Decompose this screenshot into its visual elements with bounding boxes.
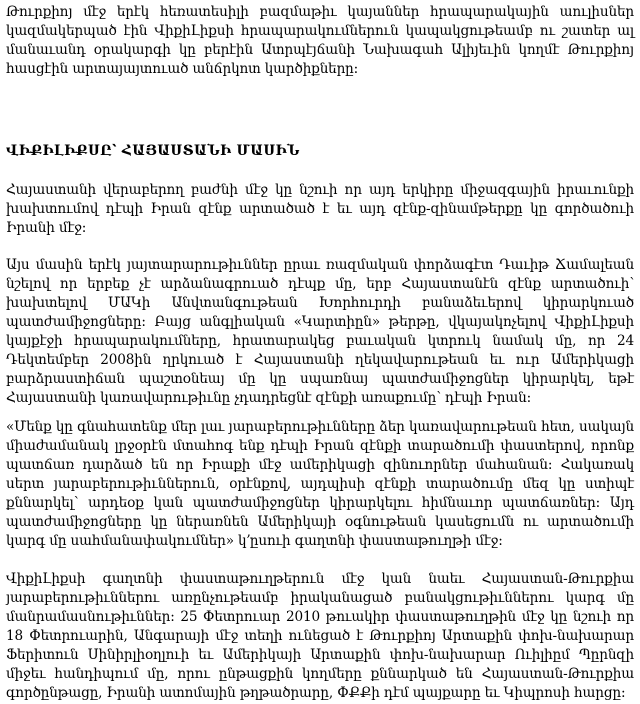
article-paragraph-quote: «Մենք կը գնահատենք մեր լաւ յարաբերութիւնները ձեր կառավարութեան հետ, սակայն միաժամանակ լրջօրէն մտահոգ ենք դէպի Իրան զէնքի տարածումի փաստերով, որոնք պատճառ դարձած են որ Իրաքի մէջ ամերիկացի զինուորներ մահանան: Հակառակ սերտ յարաբերութիւններուն, օրէնքով, այդպիսի զէնքի տարածումը մեզ կը ստիպէ քննարկել՝ արդեօք կան պատժամիջոցներ կիրարկելու հիմնաւոր պատճառներ: Այդ պատժամիջոցները կը ներառնեն Ամերիկայի օգնութեան կասեցումն ու արտածումի կարգ մը սահմանափակումներ» կ՚ըսուի գաղտնի փաստաթուղթի մէջ:: [6, 419, 634, 549]
article-paragraph: Հայաստանի վերաբերող բաժնի մէջ կը նշուի որ այդ երկիրը միջազգային իրաւունքի խախտումով դէպի Իրան զէնք արտածած է եւ այդ զէնք-զինամթերքը կը գործածուի Իրանի մէջ:: [6, 182, 634, 236]
article-paragraph-intro: Թուրքիոյ մէջ երէկ հեռատեսիլի բազմաթիւ կայաններ հրապարակային աուլիսներ կազմակերպած էին ՎիքիԼիքսի հրապարակումներուն կապակցութեամբ ու շատեր ալ մանաւանդ օրակարգի կը բերէին Ատրպէյճանի Նախագահ Ալիյեւին կողմէ Թուրքիոյ հասցէին արտայայտուած անճրկոտ կարծիքները:: [6, 4, 634, 77]
article-paragraph: Այս մասին երէկ յայտարարութիւններ ըրաւ ռազմական փորձագէտ Դաւիթ Ճամալեան նշելով որ երբեք չէ արձանագրուած դէպք մը, երբ Հայաստանէն զէնք արտածուի՝ խախտելով ՄԱԿի Անվտանգութեան Խորհուրդի բանաձեւերով կիրարկուած պատժամիջոցները: Բայց անգլիական «Կարտիըն» թերթը, վկայակոչելով ՎիքիԼիքսի կայքէջի հրապարակումները, հրատարակեց բաւական կտրուկ նամակ մը, որ 24 Դեկտեմբեր 2008ին ղրկուած է Հայաստանի ղեկավարութեան եւ ուր Ամերիկացի բարձրաստիճան պաշտօնեայ մը կը սպառնայ պատժամիջոցներ կիրարկել, եթէ Հայաստանի կառավարութիւնը չդադրեցնէ զէնքի առաքումը՝ դէպի Իրան:: [6, 257, 634, 406]
section-heading: ՎԻՔԻԼԻՔՍԸ՝ ՀԱՅԱՍՏԱՆԻ ՄԱՍԻՆ: [6, 143, 300, 159]
article-paragraph: ՎիքիԼիքսի գաղտնի փաստաթուղթերուն մէջ կան նաեւ Հայաստան-Թուրքիա յարաբերութիւններու առընչութեամբ իրականացած բանակցութիւններու կարգ մը մանրամասնութիւններ: 25 Փետրուար 2010 թուակիր փաստաթուղթին մէջ կը նշուի որ 18 Փետրուարին, Անգարայի մէջ տեղի ունեցած է Թուրքիոյ Արտաքին փոխ-նախարար Ֆերիտուն Սինիրլիօղլուի եւ Ամերիկայի Արտաքին փոխ-նախարար Ուիլիըմ Պըրնզի միջեւ հանդիպում մը, որու ընթացքին կողմերը քննարկած են Հայաստան-Թուրքիա գործընթացը, Իրանի ատոմային թղթածրարը, ՓՔՔի դէմ պայքարը եւ Կիպրոսի հարցը:: [6, 571, 634, 701]
